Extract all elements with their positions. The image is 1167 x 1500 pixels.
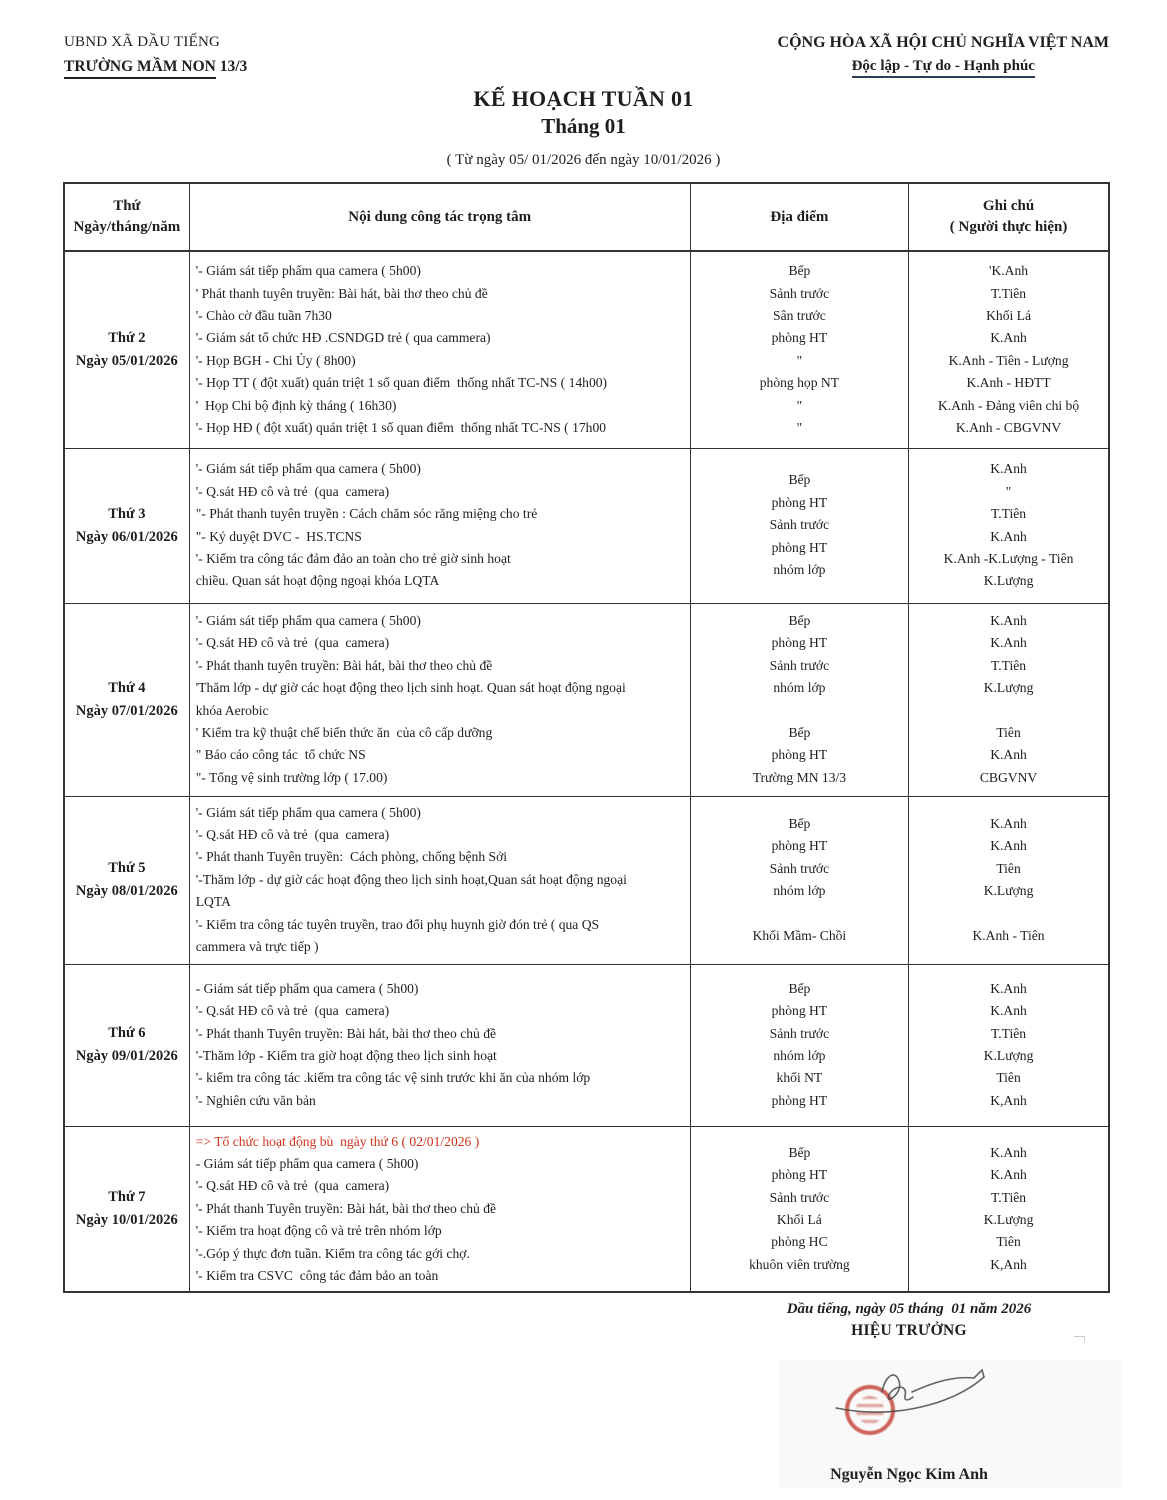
location-line: nhóm lớp — [773, 883, 826, 898]
location-line: khuôn viên trường — [749, 1256, 850, 1272]
note-line: K.Anh — [990, 838, 1027, 854]
national-motto: Độc lập - Tự do - Hạnh phúc — [852, 58, 1035, 78]
table-row — [64, 796, 1109, 964]
content-cell — [189, 796, 690, 964]
note-line: K.Lượng — [983, 1211, 1034, 1227]
date-label: Ngày 09/01/2026 — [75, 1048, 178, 1064]
date-label: Ngày 07/01/2026 — [75, 702, 178, 719]
note-line: T.Tiên — [990, 506, 1027, 522]
note-line: K.Anh — [990, 1003, 1027, 1019]
content-line: '- Q.sát HĐ cô và trẻ (qua camera) — [195, 483, 390, 499]
note-line: K.Anh - Đảng viên chi bộ — [937, 397, 1080, 413]
signature-footer — [709, 1301, 1109, 1484]
content-line: chiều. Quan sát hoạt động ngoại khóa LQTA — [195, 573, 440, 589]
content-line: '- Q.sát HĐ cô và trẻ (qua camera) — [195, 1003, 390, 1019]
location-line: nhóm lớp — [773, 1048, 826, 1063]
content-line: ' Phát thanh tuyên truyền: Bài hát, bài thơ theo chủ đề — [195, 285, 488, 301]
note-line: T.Tiên — [990, 1025, 1027, 1041]
content-line: '- Họp BGH - Chi Ủy ( 8h00) — [195, 352, 356, 368]
table-row — [64, 964, 1109, 1126]
country-name: CỘNG HÒA XÃ HỘI CHỦ NGHĨA VIỆT NAM — [777, 34, 1109, 51]
note-line: Khối Lá — [986, 307, 1032, 323]
content-line: "- Phát thanh tuyên truyền : Cách chăm sóc răng miệng cho trẻ — [195, 506, 538, 522]
location-line: phòng HT — [771, 635, 828, 651]
day-date-cell — [64, 448, 189, 603]
note-line: K.Anh — [990, 815, 1027, 831]
content-line: 'Thăm lớp - dự giờ các hoạt động theo lịch sinh hoạt. Quan sát hoạt động ngoại — [195, 680, 626, 696]
location-line: Sảnh trước — [769, 657, 830, 673]
content-cell — [189, 964, 690, 1126]
content-line: '- Họp HĐ ( đột xuất) quán triệt 1 số quan điểm thống nhất TC-NS ( 17h00 — [195, 419, 607, 435]
note-line: K.Lượng — [983, 680, 1034, 696]
notes-cell — [909, 964, 1109, 1126]
note-line: T.Tiên — [990, 1189, 1027, 1205]
note-line: K.Lượng — [983, 883, 1034, 898]
location-line: Sảnh trước — [769, 860, 830, 876]
day-label: Thứ 6 — [108, 1025, 146, 1041]
highlighted-content-line: => Tổ chức hoạt động bù ngày thứ 6 ( 02/01/2026 ) — [195, 1133, 480, 1149]
signature-zone — [709, 1346, 1109, 1462]
scan-artifact-mark — [1074, 1336, 1085, 1343]
content-line: " Báo cáo công tác tổ chức NS — [195, 747, 366, 763]
org-school-number: 13/3 — [215, 58, 248, 75]
national-motto-block — [778, 34, 1109, 78]
location-cell — [690, 796, 908, 964]
content-line: '-Thăm lớp - Kiểm tra giờ hoạt động theo lịch sinh hoạt — [195, 1048, 497, 1063]
signer-role-title: HIỆU TRƯỞNG — [851, 1322, 967, 1340]
weekly-plan-table — [63, 182, 1110, 1293]
note-line: 'K.Anh — [989, 263, 1029, 279]
note-line: Tiên — [996, 1234, 1021, 1250]
plan-table-body — [64, 251, 1109, 1292]
content-cell — [189, 1126, 690, 1292]
note-line: CBGVNV — [979, 769, 1038, 785]
content-line: ' Họp Chi bộ định kỳ tháng ( 16h30) — [195, 397, 397, 413]
location-line: Khối Lá — [776, 1211, 822, 1227]
note-line: K.Anh - CBGVNV — [955, 419, 1062, 435]
note-line: K.Anh — [990, 1144, 1027, 1160]
handwritten-signature — [824, 1346, 1074, 1446]
location-line: nhóm lớp — [773, 680, 826, 696]
location-line: phòng HT — [771, 1092, 828, 1108]
note-line — [915, 902, 1102, 924]
location-line: Bếp — [788, 263, 811, 279]
national-header — [0, 0, 1167, 78]
day-label: Thứ 5 — [108, 860, 146, 876]
content-line: - Giám sát tiếp phẩm qua camera ( 5h00) — [195, 1155, 419, 1171]
date-label: Ngày 10/01/2026 — [75, 1211, 178, 1228]
location-cell — [690, 964, 908, 1126]
content-line: '- Nghiên cứu văn bản — [195, 1092, 316, 1108]
content-line: '- Q.sát HĐ cô và trẻ (qua camera) — [195, 635, 390, 651]
note-line: Tiên — [996, 724, 1021, 740]
note-line: K.Anh - Tiên - Lượng — [948, 352, 1069, 368]
notes-cell — [909, 448, 1109, 603]
content-line: "- Tổng vệ sinh trường lớp ( 17.00) — [195, 769, 388, 785]
content-line: "- Ký duyệt DVC - HS.TCNS — [195, 528, 362, 544]
location-line: phòng HT — [771, 539, 828, 555]
place-and-date: Dầu tiếng, ngày 05 tháng 01 năm 2026 — [786, 1301, 1032, 1318]
note-line: K.Anh — [990, 635, 1027, 651]
org-school-name — [64, 58, 247, 76]
org-parent-name: UBND XÃ DẦU TIẾNG — [64, 34, 221, 50]
location-line: phòng họp NT — [759, 375, 840, 391]
note-line: K.Lượng — [983, 1048, 1034, 1063]
notes-cell — [909, 251, 1109, 448]
table-row — [64, 251, 1109, 448]
location-line: Sảnh trước — [769, 517, 830, 533]
date-label: Ngày 05/01/2026 — [75, 352, 178, 369]
location-line: Trường MN 13/3 — [752, 769, 847, 785]
content-line: '- Phát thanh Tuyên truyền: Bài hát, bài thơ theo chủ đề — [195, 1025, 497, 1041]
day-date-cell — [64, 964, 189, 1126]
location-line: Sảnh trước — [769, 285, 830, 301]
column-header-day-line2: Ngày/tháng/năm — [73, 219, 181, 235]
content-line: '- Kiểm tra công tác tuyên truyền, trao đổi phụ huynh giờ đón trẻ ( qua QS — [195, 916, 600, 932]
column-header-location: Địa điểm — [690, 183, 908, 251]
page-title: KẾ HOẠCH TUẦN 01 — [473, 86, 694, 111]
location-cell — [690, 251, 908, 448]
content-line: '- Kiểm tra công tác đảm đảo an toàn cho trẻ giờ sinh hoạt — [195, 550, 511, 566]
column-header-notes — [909, 183, 1109, 251]
content-line: '- Q.sát HĐ cô và trẻ (qua camera) — [195, 826, 390, 842]
day-label: Thứ 3 — [108, 505, 146, 522]
note-line: K.Anh - Tiên — [972, 927, 1045, 943]
day-label: Thứ 7 — [108, 1188, 146, 1205]
org-school-name-underlined: TRƯỜNG MẦM NON — [64, 58, 216, 79]
location-line: Bếp — [788, 472, 811, 488]
location-line: phòng HT — [771, 747, 828, 763]
note-line: " — [1005, 483, 1012, 499]
content-line: '- Giám sát tiếp phẩm qua camera ( 5h00) — [195, 263, 421, 279]
location-line: Bếp — [788, 815, 811, 831]
table-header-row — [64, 183, 1109, 251]
content-cell — [189, 603, 690, 796]
table-row — [64, 448, 1109, 603]
column-header-notes-line2: ( Người thực hiện) — [949, 219, 1068, 235]
date-range: ( Từ ngày 05/ 01/2026 đến ngày 10/01/2026 ) — [446, 152, 721, 168]
content-line: LQTA — [195, 894, 231, 910]
day-date-cell — [64, 1126, 189, 1292]
notes-cell — [909, 796, 1109, 964]
day-date-cell — [64, 796, 189, 964]
location-line: phòng HT — [771, 838, 828, 854]
note-line: T.Tiên — [990, 657, 1027, 673]
note-line: K.Anh — [990, 1167, 1027, 1183]
note-line: Tiên — [996, 1070, 1021, 1086]
signer-name: Nguyễn Ngọc Kim Anh — [830, 1466, 988, 1484]
content-line: - Giám sát tiếp phẩm qua camera ( 5h00) — [195, 980, 419, 996]
location-line: Bếp — [788, 612, 811, 628]
table-head — [64, 183, 1109, 251]
day-date-cell — [64, 603, 189, 796]
date-label: Ngày 08/01/2026 — [75, 883, 178, 899]
content-line: '- Kiểm tra hoạt động cô và trẻ trên nhóm lớp — [195, 1223, 442, 1239]
location-line: phòng HT — [771, 330, 828, 346]
content-line: '- Giám sát tổ chức HĐ .CSNDGD trẻ ( qua cammera) — [195, 330, 491, 346]
location-line: phòng HT — [771, 494, 828, 510]
day-label: Thứ 2 — [108, 329, 146, 346]
content-cell — [189, 448, 690, 603]
location-line: " — [796, 397, 803, 413]
content-cell — [189, 251, 690, 448]
location-line: " — [796, 352, 803, 368]
note-line: K.Anh - HĐTT — [966, 375, 1051, 391]
page-subtitle: Tháng 01 — [541, 114, 626, 138]
location-line: phòng HT — [771, 1003, 828, 1019]
content-line: '- Phát thanh Tuyên truyền: Bài hát, bài thơ theo chủ đề — [195, 1200, 497, 1216]
note-line: K.Anh — [990, 747, 1027, 763]
content-line: '-Thăm lớp - dự giờ các hoạt động theo lịch sinh hoạt,Quan sát hoạt động ngoại — [195, 871, 627, 887]
content-line: '- Q.sát HĐ cô và trẻ (qua camera) — [195, 1178, 390, 1194]
note-line: K.Anh — [990, 980, 1027, 996]
content-line: '- Chào cờ đầu tuần 7h30 — [195, 307, 332, 323]
note-line: K.Anh -K.Lượng - Tiên — [943, 550, 1074, 566]
location-line: Bếp — [788, 1144, 811, 1160]
location-line: Bếp — [788, 724, 811, 740]
issuing-org-block — [64, 34, 247, 78]
location-line: phòng HC — [771, 1234, 828, 1250]
location-cell — [690, 448, 908, 603]
location-line: phòng HT — [771, 1167, 828, 1183]
note-line: K.Anh — [990, 330, 1027, 346]
location-line — [697, 700, 902, 722]
content-line: '-.Góp ý thực đơn tuần. Kiểm tra công tác gới chợ. — [195, 1245, 470, 1261]
location-line: khối NT — [776, 1070, 823, 1086]
location-cell — [690, 603, 908, 796]
day-label: Thứ 4 — [108, 679, 146, 696]
location-cell — [690, 1126, 908, 1292]
location-line: Sảnh trước — [769, 1025, 830, 1041]
table-row — [64, 603, 1109, 796]
location-line: " — [796, 419, 803, 435]
content-line: '- Giám sát tiếp phẩm qua camera ( 5h00) — [195, 612, 421, 628]
day-date-cell — [64, 251, 189, 448]
content-line: '- Giám sát tiếp phẩm qua camera ( 5h00) — [195, 804, 421, 820]
note-line: T.Tiên — [990, 285, 1027, 301]
location-line — [697, 902, 902, 924]
content-line: khóa Aerobic — [195, 702, 269, 718]
note-line: K,Anh — [990, 1256, 1027, 1272]
location-line: nhóm lớp — [773, 562, 826, 578]
content-line: '- Họp TT ( đột xuất) quán triệt 1 số quan điểm thống nhất TC-NS ( 14h00) — [195, 375, 608, 391]
content-line: cammera và trực tiếp ) — [195, 939, 319, 955]
location-line: Bếp — [788, 980, 811, 996]
content-line: ' Kiểm tra kỹ thuật chế biến thức ăn của cô cấp dưỡng — [195, 724, 493, 740]
column-header-day-line1: Thứ — [113, 198, 141, 214]
note-line: K,Anh — [990, 1092, 1027, 1108]
content-line: '- Kiểm tra CSVC công tác đảm bảo an toàn — [195, 1267, 439, 1283]
location-line: Khối Mầm- Chồi — [752, 927, 847, 943]
content-line: '- Phát thanh tuyên truyền: Bài hát, bài thơ theo chủ đề — [195, 657, 493, 673]
note-line: K.Anh — [990, 461, 1027, 477]
content-line: '- Phát thanh Tuyên truyền: Cách phòng, chống bệnh Sởi — [195, 849, 508, 865]
note-line: K.Anh — [990, 528, 1027, 544]
date-label: Ngày 06/01/2026 — [75, 528, 178, 545]
column-header-day — [64, 183, 189, 251]
note-line: K.Anh — [990, 612, 1027, 628]
notes-cell — [909, 603, 1109, 796]
note-line: K.Lượng — [983, 573, 1034, 589]
content-line: '- Giám sát tiếp phẩm qua camera ( 5h00) — [195, 461, 421, 477]
note-line — [915, 700, 1102, 722]
column-header-content: Nội dung công tác trọng tâm — [189, 183, 690, 251]
notes-cell — [909, 1126, 1109, 1292]
table-row — [64, 1126, 1109, 1292]
note-line: Tiên — [996, 860, 1021, 876]
location-line: Sảnh trước — [769, 1189, 830, 1205]
content-line: '- kiểm tra công tác .kiểm tra công tác vệ sinh trước khi ăn của nhóm lớp — [195, 1070, 591, 1086]
column-header-notes-line1: Ghi chú — [982, 198, 1035, 214]
location-line: Sân trước — [773, 307, 826, 323]
